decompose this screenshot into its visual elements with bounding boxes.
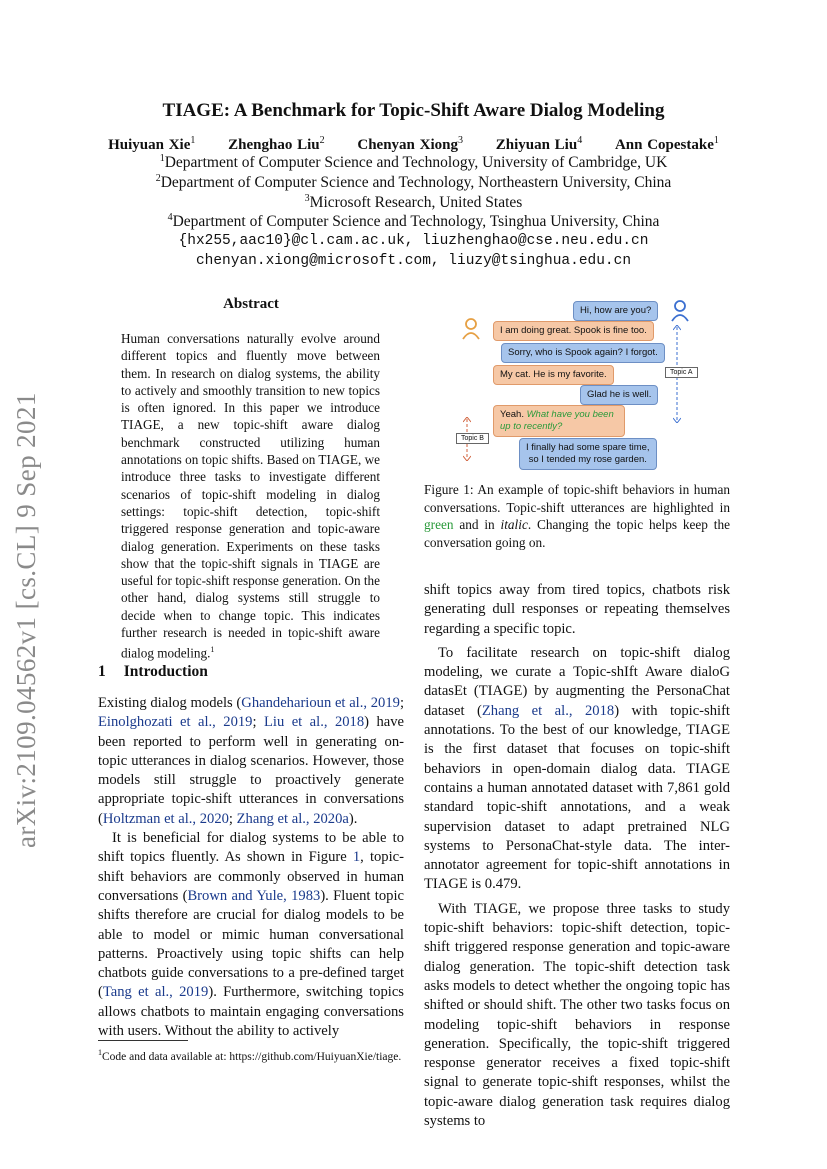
affiliation: $^4$Department of Computer Science and Technology, Tsinghua University, China — [167, 212, 660, 231]
topic-a-label: Topic A — [665, 367, 698, 378]
utterance-bubble: Glad he is well. — [580, 385, 658, 405]
paragraph: To facilitate research on topic-shift dialog modeling, we curate a Topic-shIft Aware dialoG datasEt (TIAGE) by augmenting the PersonaChat dataset (Zhang et al., 2018) with topic-shift annotations. To the best of our knowledge, TIAGE is the first dataset that focuses on topic-shift behaviors in open-domain dialog data. TIAGE contains a human annotated dataset with 7,861 gold standard topic-shift annotations, and a weak supervision dataset to adapt pretrained NLG systems to PersonaChat-style data. The inter-annotator agreement for topic-shift annotations in TIAGE is 0.479. — [424, 644, 730, 893]
figure-1 — [449, 291, 715, 471]
affiliation: $^1$Department of Computer Science and Technology, University of Cambridge, UK — [159, 153, 668, 172]
author: Ann Copestake$^1$ — [614, 135, 719, 153]
topic-b-label: Topic B — [456, 433, 489, 444]
figure-link[interactable]: 1 — [352, 849, 361, 866]
utterance-bubble: Sorry, who is Spook again? I forgot. — [501, 343, 665, 363]
section-heading: 1 Introduction — [98, 663, 208, 680]
author: Zhenghao Liu$^2$ — [228, 135, 325, 153]
abstract-body: Human conversations naturally evolve around different topics and fluently move between them. In research on dialog systems, the ability to actively and smoothly transition to new topics is often ignored. In this paper we introduce TIAGE, a new topic-shift aware dialog benchmark constructed utilizing human annotations on topic shifts. Based on TIAGE, we introduce three tasks to investigate different scenarios of topic-shift modeling in dialog settings: topic-shift detection, topic-shift triggered response generation and topic-aware dialog generation. Experiments on these tasks show that the topic-shift signals in TIAGE are useful for topic-shift response generation. On the other hand, dialog systems still struggle to decide when to change topic. This indicates further research is needed in topic-shift aware dialog modeling.$^1$ — [121, 331, 380, 661]
citation-link[interactable]: Einolghozati et al., 2019 — [98, 714, 253, 731]
author: Huiyuan Xie$^1$ — [108, 135, 196, 153]
citation-link[interactable]: Ghandeharioun et al., 2019 — [241, 695, 400, 711]
utterance-bubble: Hi, how are you? — [573, 301, 658, 321]
paragraph: With TIAGE, we propose three tasks to study topic-shift behaviors: topic-shift detection, topic-shift triggered response generation and topic-aware dialog generation. The topic-shift detection task asks models to detect whether the ongoing topic has shifted or should shift. The other two tasks focus on modeling topic-shift behaviors in response generation. Specifically, the topic-shift triggered response generator receives a fixed topic-shift signal to generate topic-shift responses, whilst the topic-aware dialog generation task requires dialog systems to — [424, 900, 730, 1130]
right-column-text — [424, 581, 730, 1131]
paper-title: TIAGE: A Benchmark for Topic-Shift Aware Dialog Modeling — [162, 100, 665, 121]
affiliation: $^2$Department of Computer Science and Technology, Northeastern University, China — [155, 173, 672, 192]
utterance-bubble: I am doing great. Spook is fine too. — [493, 321, 654, 341]
abstract-heading: Abstract — [223, 296, 279, 312]
citation-link[interactable]: Zhang et al., 2020a — [236, 810, 349, 827]
paragraph: It is beneficial for dialog systems to be able to shift topics fluently. As shown in Figure 1, topic-shift behaviors are commonly observed in human conversations (Brown and Yule, 1983). Fluent topic shifts therefore are crucial for dialog models to be able to model or mimic human conversational patterns. Proactively using topic shifts can help chatbots guide conversations to a pre-defined target (Tang et al., 2019). Furthermore, switching topics allows chatbots to maintain engaging conversations with users. Without the ability to actively — [98, 830, 404, 1040]
utterance-bubble: My cat. He is my favorite. — [493, 365, 614, 385]
email-line: chenyan.xiong@microsoft.com, liuzy@tsinghua.edu.cn — [195, 253, 632, 269]
citation-link[interactable]: Holtzman et al., 2020 — [102, 810, 229, 827]
citation-link[interactable]: Zhang et al., 2018 — [481, 702, 615, 719]
speaker-a-icon — [671, 300, 689, 322]
speaker-b-icon — [462, 318, 480, 340]
citation-link[interactable]: Tang et al., 2019 — [102, 984, 209, 1001]
paragraph: shift topics away from tired topics, chatbots risk generating dull responses or repeating themselves regarding a specific topic. — [424, 582, 730, 637]
utterance-bubble: Yeah. What have you been up to recently? — [493, 405, 625, 437]
arxiv-stamp: arXiv:2109.04562v1 [cs.CL] 9 Sep 2021 — [11, 392, 41, 848]
footnote-rule — [98, 1040, 188, 1041]
author-list — [90, 135, 737, 154]
paragraph: Existing dialog models (Ghandeharioun et al., 2019; Einolghozati et al., 2019; Liu et al., 2018) have been reported to perform well in generating on-topic utterances in dialog scenarios. However, those models still struggle to proactively generate appropriate topic-shift utterances in conversations (Holtzman et al., 2020; Zhang et al., 2020a). — [98, 695, 404, 827]
author: Chenyan Xiong$^3$ — [357, 135, 463, 153]
utterance-bubble: I finally had some spare time, so I tended my rose garden. — [519, 438, 657, 470]
email-line: {hx255,aac10}@cl.cam.ac.uk, liuzhenghao@cse.neu.edu.cn — [178, 233, 649, 249]
citation-link[interactable]: Liu et al., 2018 — [263, 714, 365, 731]
intro-text — [98, 694, 404, 1041]
footnote: $^1$Code and data available at: https://github.com/HuiyuanXie/tiage. — [98, 1048, 402, 1063]
citation-link[interactable]: Brown and Yule, 1983 — [187, 887, 321, 904]
affiliation: $^3$Microsoft Research, United States — [304, 193, 523, 212]
figure-caption: Figure 1: An example of topic-shift behaviors in human conversations. Topic-shift utterances are highlighted in green and in italic. Changing the topic helps keep the conversation going on. — [424, 482, 730, 550]
author: Zhiyuan Liu$^4$ — [495, 135, 583, 153]
